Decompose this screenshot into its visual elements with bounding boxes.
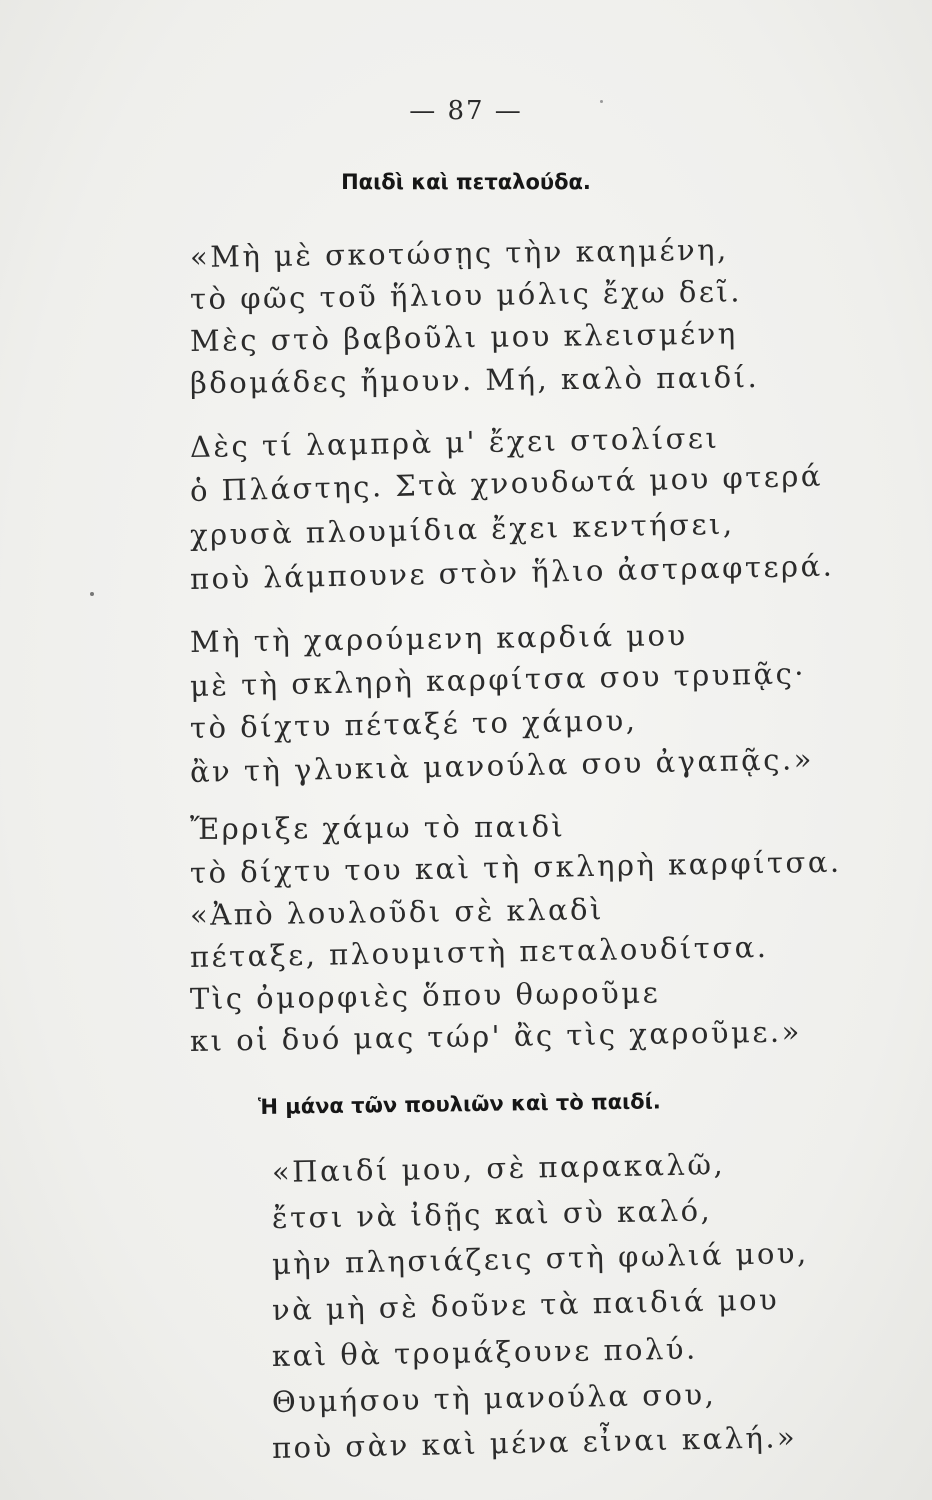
verse-line: ποὺ λάμπουνε στὸν ἥλιο ἀστραφτερά. <box>189 548 835 596</box>
verse-line: νὰ μὴ σὲ δοῦνε τὰ παιδιά μου <box>271 1282 780 1327</box>
verse-line: χρυσὰ πλουμίδια ἔχει κεντήσει, <box>189 506 735 552</box>
verse-line: Θυμήσου τὴ μανούλα σου, <box>271 1377 717 1419</box>
verse-line: ποὺ σὰν καὶ μένα εἶναι καλή.» <box>271 1420 798 1465</box>
verse-line: μὲ τὴ σκληρὴ καρφίτσα σου τρυπᾷς· <box>189 656 807 703</box>
verse-line: κι οἱ δυό μας τώρ' ἂς τὶς χαροῦμε.» <box>189 1014 803 1058</box>
verse-line: Μὲς στὸ βαβοῦλι μου κλεισμένη <box>189 316 738 358</box>
poem-title: Ἡ μάνα τῶν πουλιῶν καὶ τὸ παιδί. <box>257 1089 661 1119</box>
verse-line: πέταξε, πλουμιστὴ πεταλουδίτσα. <box>189 929 769 974</box>
verse-line: Μὴ τὴ χαρούμενη καρδιά μου <box>189 618 688 659</box>
page-number: — 87 — <box>409 96 523 126</box>
verse-line: ὁ Πλάστης. Στὰ χνουδωτά μου φτερά <box>189 458 824 508</box>
verse-line: τὸ δίχτυ πέταξέ το χάμου, <box>189 703 638 745</box>
verse-line: ἔτσι νὰ ἰδῇς καὶ σὺ καλό, <box>271 1193 713 1235</box>
poem-title: Παιδὶ καὶ πεταλούδα. <box>341 170 591 194</box>
verse-line: «Ἀπὸ λουλοῦδι σὲ κλαδὶ <box>189 892 605 932</box>
verse-line: καὶ θὰ τρομάξουνε πολύ. <box>271 1331 698 1373</box>
verse-line: βδομάδες ἤμουν. Μή, καλὸ παιδί. <box>189 360 760 400</box>
verse-line: τὸ φῶς τοῦ ἥλιου μόλις ἔχω δεῖ. <box>189 274 743 316</box>
verse-line: Δὲς τί λαμπρὰ μ' ἔχει στολίσει <box>189 420 720 464</box>
verse-line: μὴν πλησιάζεις στὴ φωλιά μου, <box>271 1235 810 1281</box>
verse-line: Τὶς ὀμορφιὲς ὅπου θωροῦμε <box>189 975 661 1016</box>
verse-line: Ἔρριξε χάμω τὸ παιδὶ <box>189 809 566 846</box>
verse-line: ἂν τὴ γλυκιὰ μανούλα σου ἀγαπᾷς.» <box>189 741 815 789</box>
paper-speck <box>600 100 603 103</box>
paper-speck <box>90 592 94 596</box>
verse-line: «Παιδί μου, σὲ παρακαλῶ, <box>271 1147 726 1189</box>
verse-line: «Μὴ μὲ σκοτώσῃς τὴν καημένη, <box>189 232 729 274</box>
verse-line: τὸ δίχτυ του καὶ τὴ σκληρὴ καρφίτσα. <box>189 844 842 890</box>
